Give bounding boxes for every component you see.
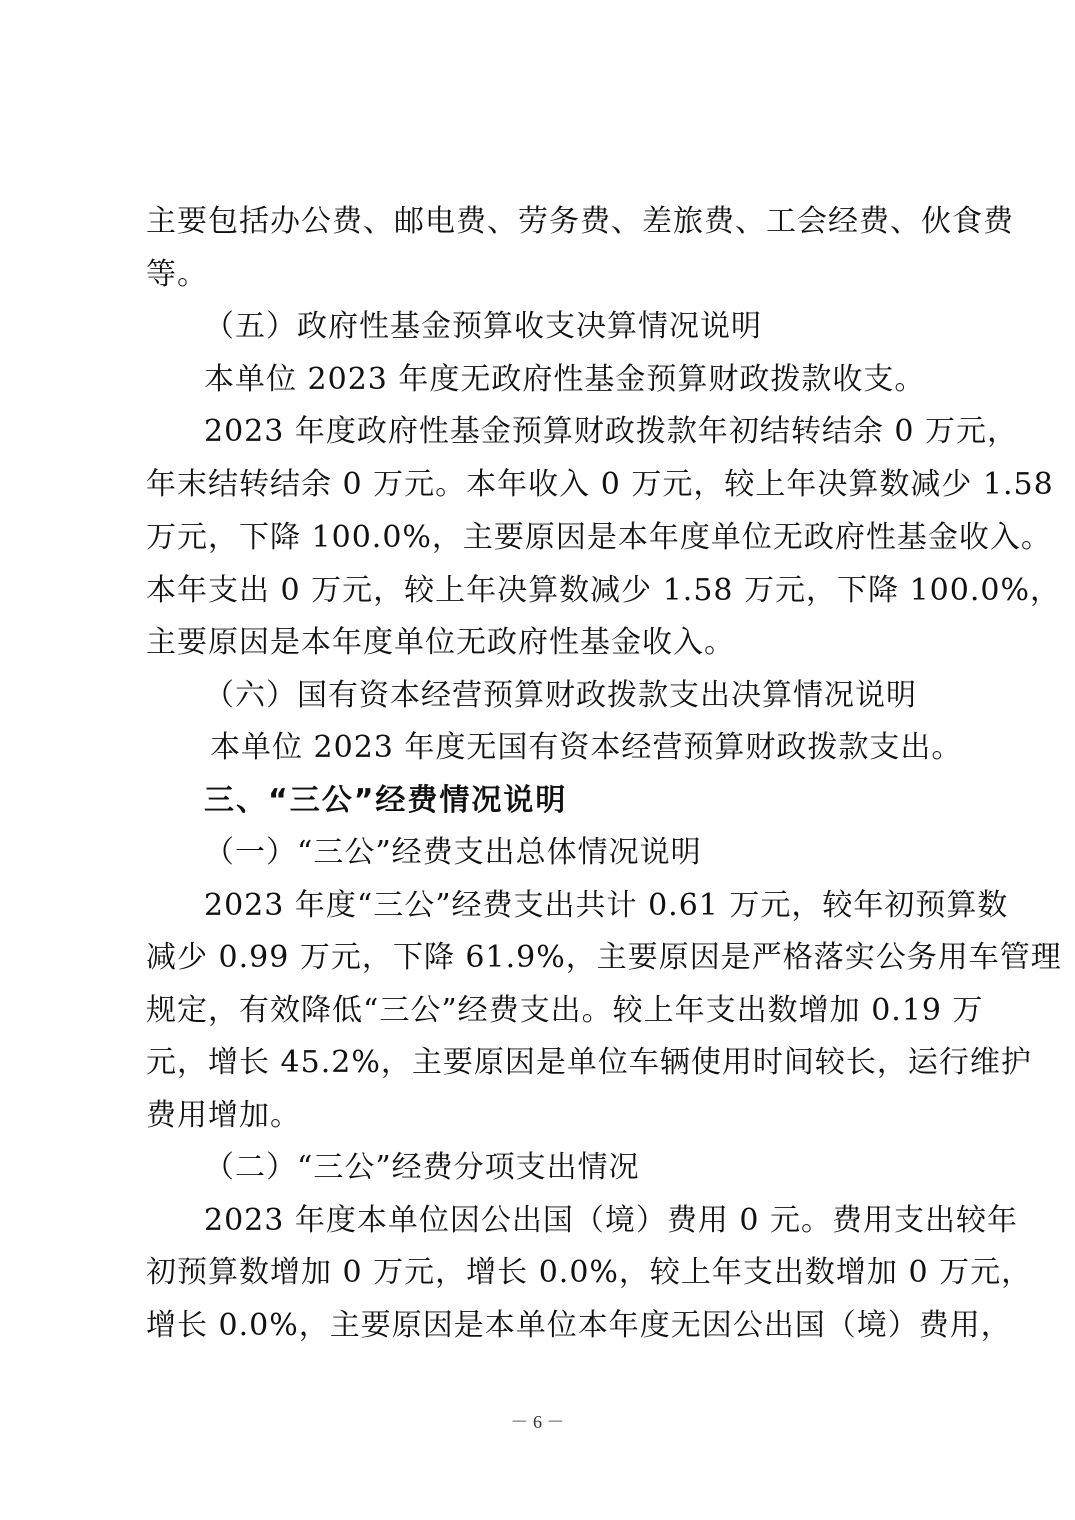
text-line: 年末结转结余 0 万元。本年收入 0 万元，较上年决算数减少 1.58 [146,467,1054,502]
text-line: 2023 年度本单位因公出国（境）费用 0 元。费用支出较年 [204,1203,1019,1238]
text-line: 万元，下降 100.0%，主要原因是本年度单位无政府性基金收入。 [146,520,1052,555]
text-line: 费用增加。 [146,1098,301,1133]
section-heading: （一）“三公”经费支出总体情况说明 [204,835,702,870]
section-heading: （二）“三公”经费分项支出情况 [204,1150,640,1185]
text-line: 规定，有效降低“三公”经费支出。较上年支出数增加 0.19 万 [146,993,984,1028]
text-line: 增长 0.0%，主要原因是本单位本年度无因公出国（境）费用， [146,1308,1012,1343]
text-line: 元，增长 45.2%，主要原因是单位车辆使用时间较长，运行维护 [146,1045,1032,1080]
text-line: 本单位 2023 年度无政府性基金预算财政拨款收支。 [204,362,926,397]
chapter-heading: 三、“三公”经费情况说明 [204,783,568,818]
text-line: 本年支出 0 万元，较上年决算数减少 1.58 万元，下降 100.0%， [146,573,1061,608]
text-line: 等。 [146,257,208,292]
section-heading: （五）政府性基金预算收支决算情况说明 [204,309,762,344]
text-line: 主要包括办公费、邮电费、劳务费、差旅费、工会经费、伙食费 [146,204,1014,239]
text-line: 本单位 2023 年度无国有资本经营预算财政拨款支出。 [210,730,963,765]
page-number: － 6 － [510,1412,565,1432]
text-line: 初预算数增加 0 万元，增长 0.0%，较上年支出数增加 0 万元， [146,1255,1033,1290]
text-line: 2023 年度政府性基金预算财政拨款年初结转结余 0 万元， [204,414,1019,449]
text-line: 减少 0.99 万元，下降 61.9%，主要原因是严格落实公务用车管理 [146,940,1062,975]
section-heading: （六）国有资本经营预算财政拨款支出决算情况说明 [204,678,917,713]
text-line: 主要原因是本年度单位无政府性基金收入。 [146,625,735,660]
text-line: 2023 年度“三公”经费支出共计 0.61 万元，较年初预算数 [204,888,1009,923]
